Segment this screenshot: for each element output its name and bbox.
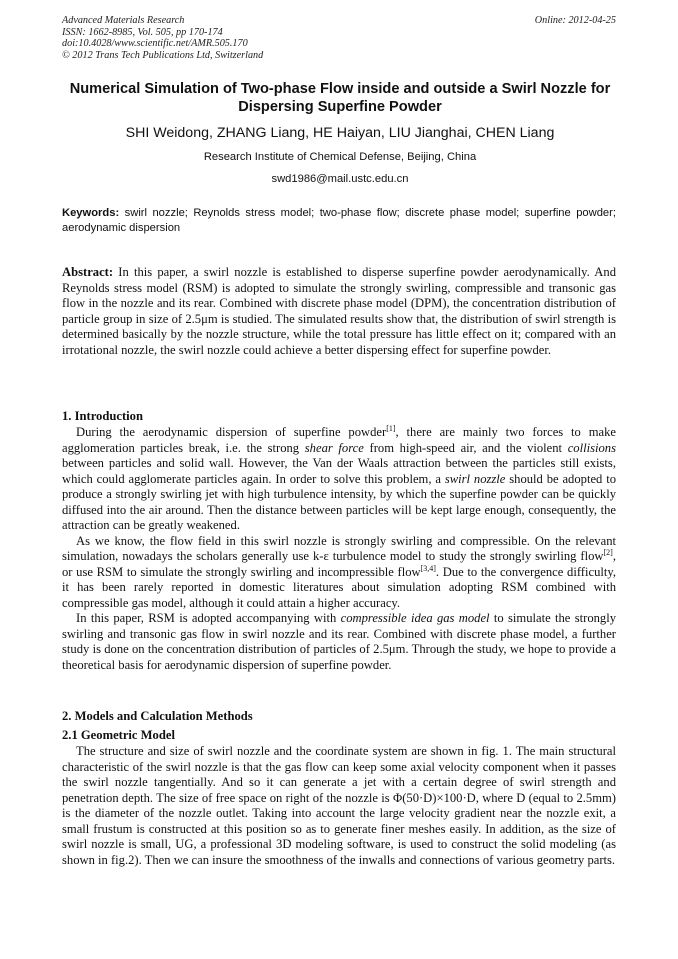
- affiliation: Research Institute of Chemical Defense, Beijing, China: [203, 151, 477, 163]
- geometric-model-body: [62, 744, 616, 868]
- subsection-heading-geometric-model: 2.1 Geometric Model: [62, 728, 175, 742]
- citation-ref[interactable]: [1]: [386, 424, 396, 433]
- doi-line: doi:10.4028/www.scientific.net/AMR.505.170: [62, 38, 248, 50]
- geometric-paragraph-1: The structure and size of swirl nozzle and the coordinate system are shown in fig. 1. The main structural characteristic of the swirl nozzle is that the gas flow can keep some axial velocity component when it passes the swirl nozzle tangentially. And so it can generate a jet with a certain degree of swirl strength and penetration depth. The size of free space on right of the nozzle is Φ(50·D)×100·D, where D (equal to 2.5mm) is the diameter of the nozzle outlet. Taking into account the large velocity gradient near the nozzle exit, a small frustum is constructed at this position so as to generate finer meshes easily. In addition, as the size of swirl nozzle is small, UG, a professional 3D modeling software, is used to construct the solid modeling (as shown in fig.2). Then we can insure the smoothness of the inwalls and connections of various geometry parts.: [62, 744, 616, 867]
- abstract-label: Abstract:: [62, 265, 114, 279]
- abstract-block: [62, 265, 616, 358]
- citation-ref[interactable]: [2]: [603, 548, 613, 557]
- author-email[interactable]: swd1986@mail.ustc.edu.cn: [271, 173, 409, 185]
- issn-line: ISSN: 1662-8985, Vol. 505, pp 170-174: [62, 26, 223, 38]
- keywords-text: swirl nozzle; Reynolds stress model; two-phase flow; discrete phase model; superfine powder; aerodynamic dispersion: [62, 207, 616, 234]
- intro-paragraph-2: As we know, the flow field in this swirl nozzle is strongly swirling and compressible. On the relevant simulation, nowadays the scholars generally use k-ε turbulence model to study the strongly swirling flow[2], or use RSM to simulate the strongly swirling and incompressible flow[3,4]. Due to the convergence difficulty, it has been rarely reported in domestic literatures about simulation adopting RSM combined with compressible gas model, although it could attain a higher accuracy.: [62, 533, 616, 610]
- author-list: SHI Weidong, ZHANG Liang, HE Haiyan, LIU Jianghai, CHEN Liang: [125, 125, 555, 141]
- journal-header: [62, 15, 618, 61]
- intro-paragraph-1: During the aerodynamic dispersion of superfine powder[1], there are mainly two forces to make agglomeration particles break, i.e. the strong shear force from high-speed air, and the violent collisions between particles and solid wall. However, the Van der Waals attraction between the particles still exists, which could agglomerate particles again. In order to solve this problem, a swirl nozzle should be adopted to produce a strongly swirling jet with high turbulence intensity, by which the superfine powder can be quickly diffused into the air around. Then the distance between particles will be kept large enough, consequently, the attraction can be greatly weakened.: [62, 424, 616, 532]
- keywords-block: [62, 206, 616, 236]
- section-heading-introduction: 1. Introduction: [62, 409, 143, 423]
- keywords-label: Keywords:: [62, 207, 120, 219]
- introduction-body: [62, 425, 616, 673]
- abstract-text: In this paper, a swirl nozzle is established to disperse superfine powder aerodynamically. And Reynolds stress model (RSM) is adopted to simulate the strongly swirling, compressible and transonic gas flow in the nozzle and its rear. Combined with discrete phase model (DPM), the concentration distribution of particle group in size of 2.5μm is studied. The simulated results show that, the distribution of swirl strength is determined basically by the nozzle structure, while the total pressure has little effect on it; compared with an irrotational nozzle, the swirl nozzle could achieve a better dispersing effect for superfine powder.: [62, 265, 616, 357]
- online-date: Online: 2012-04-25: [534, 15, 616, 26]
- section-heading-models: 2. Models and Calculation Methods: [62, 709, 253, 723]
- paper-title: Numerical Simulation of Two-phase Flow inside and outside a Swirl Nozzle for Dispersing Superfine Powder: [69, 81, 611, 115]
- copyright-line: © 2012 Trans Tech Publications Ltd, Switzerland: [62, 49, 264, 61]
- citation-ref[interactable]: [3,4]: [420, 563, 436, 573]
- journal-name: Advanced Materials Research: [62, 15, 185, 26]
- intro-paragraph-3: In this paper, RSM is adopted accompanying with compressible idea gas model to simulate the strongly swirling and transonic gas flow in swirl nozzle and its rear. Combined with discrete phase model, a further study is done on the concentration distribution of particles of 2.5μm. Through the study, we hope to provide a theoretical basis for aerodynamic dispersion of superfine powder.: [62, 611, 617, 672]
